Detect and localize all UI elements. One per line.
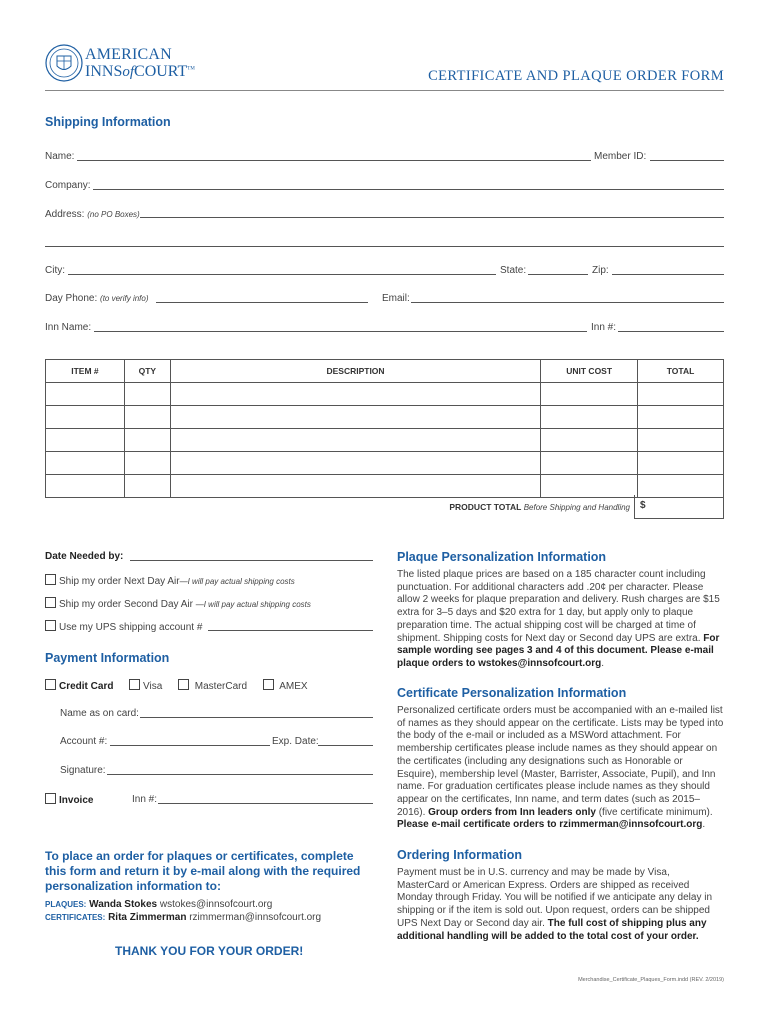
plaques-email-link[interactable]: wstokes@innsofcourt.org	[159, 899, 273, 910]
items-table	[45, 359, 724, 498]
name-field[interactable]	[77, 160, 591, 161]
name-label: Name:	[45, 151, 75, 162]
account-label: Account #:	[60, 736, 108, 747]
plaque-orders-email-link[interactable]: Please e-mail plaque orders to wstokes@innsofcourt.org	[397, 645, 714, 669]
day-phone-field[interactable]	[156, 302, 368, 303]
second-day-checkbox[interactable]	[45, 597, 56, 608]
ordering-heading: Ordering Information	[397, 848, 522, 862]
exp-date-field[interactable]	[318, 745, 373, 746]
member-id-label: Member ID:	[594, 151, 647, 162]
table-row	[46, 383, 724, 406]
invoice-inn-field[interactable]	[158, 803, 373, 804]
order-instructions: To place an order for plaques or certificates, complete this form and return it by e-mail along with the required personalization information to:	[45, 849, 361, 893]
company-label: Company:	[45, 180, 91, 191]
email-field[interactable]	[411, 302, 724, 303]
col-description: DESCRIPTION	[170, 360, 540, 383]
inn-name-label: Inn Name:	[45, 322, 92, 333]
plaque-personalization-heading: Plaque Personalization Information	[397, 550, 607, 564]
inn-number-label: Inn #:	[591, 322, 617, 333]
name-on-card-label: Name as on card:	[60, 708, 139, 719]
next-day-option[interactable]: Ship my order Next Day Air—I will pay actual shipping costs	[45, 574, 295, 587]
visa-checkbox[interactable]	[129, 679, 140, 690]
credit-card-checkbox[interactable]	[45, 679, 56, 690]
address-field[interactable]	[140, 217, 724, 218]
address-field-2[interactable]	[45, 246, 724, 247]
date-needed-label: Date Needed by:	[45, 551, 124, 562]
col-unit-cost: UNIT COST	[541, 360, 638, 383]
thank-you: THANK YOU FOR YOUR ORDER!	[115, 944, 304, 958]
form-title: CERTIFICATE AND PLAQUE ORDER FORM	[428, 68, 724, 84]
city-field[interactable]	[68, 274, 496, 275]
col-qty: QTY	[124, 360, 170, 383]
mastercard-option[interactable]: MasterCard	[178, 679, 247, 692]
member-id-field[interactable]	[650, 160, 724, 161]
second-day-option[interactable]: Ship my order Second Day Air —I will pay actual shipping costs	[45, 597, 311, 610]
shipping-heading: Shipping Information	[45, 115, 171, 129]
signature-field[interactable]	[107, 774, 373, 775]
company-field[interactable]	[93, 189, 724, 190]
plaques-contact: PLAQUES: Wanda Stokes wstokes@innsofcourt.org	[45, 899, 273, 910]
credit-card-option[interactable]: Credit Card	[45, 679, 113, 692]
exp-date-label: Exp. Date:	[272, 736, 319, 747]
state-label: State:	[500, 265, 527, 276]
certificates-contact: CERTIFICATES: Rita Zimmerman rzimmerman@innsofcourt.org	[45, 912, 322, 923]
table-row	[46, 452, 724, 475]
next-day-checkbox[interactable]	[45, 574, 56, 585]
product-total-label: PRODUCT TOTAL Before Shipping and Handling	[449, 502, 630, 512]
email-label: Email:	[382, 293, 410, 304]
invoice-option[interactable]: Invoice	[45, 793, 93, 806]
plaque-personalization-text: The listed plaque prices are based on a 185 character count including punctuation. For additional characters add .20¢ per character. Please allow 2 weeks for plaque preparation and delivery. Rush charges are $15 extra for 3–5 days and $20 extra for 1 day, but apply only to plaque preparation time. The actual shipping cost will be charged at time of shipment. Shipping costs for Next day or Second day UPS are extra. For sample wording see pages 3 and 4 of this document. Please e-mail plaque orders to wstokes@innsofcourt.org.	[397, 569, 720, 669]
payment-heading: Payment Information	[45, 651, 170, 665]
signature-label: Signature:	[60, 765, 106, 776]
day-phone-label: Day Phone: (to verify info)	[45, 293, 149, 304]
ups-account-option[interactable]: Use my UPS shipping account #	[45, 620, 202, 633]
amex-option[interactable]: AMEX	[263, 679, 308, 692]
ups-checkbox[interactable]	[45, 620, 56, 631]
table-row	[46, 429, 724, 452]
title-rule	[45, 90, 724, 91]
state-field[interactable]	[528, 274, 588, 275]
product-total-field[interactable]	[634, 495, 724, 519]
certificate-orders-email-link[interactable]: Please e-mail certificate orders to rzimmerman@innsofcourt.org	[397, 819, 703, 831]
footer-filename: Merchandise_Certificate_Plaques_Form.indd (REV. 2/2019)	[578, 977, 724, 983]
account-field[interactable]	[110, 745, 270, 746]
table-row	[46, 406, 724, 429]
dollar-sign: $	[640, 500, 646, 511]
inn-name-field[interactable]	[94, 331, 587, 332]
invoice-checkbox[interactable]	[45, 793, 56, 804]
name-on-card-field[interactable]	[140, 717, 373, 718]
ordering-text: Payment must be in U.S. currency and may be made by Visa, MasterCard or American Express. Orders are shipped as received Monday through Friday. You will be notified if we anticipate any delay in shipping or if the item is sold out. Upon request, orders can be shipped UPS Next Day or Second day air. The full cost of shipping plus any additional handling will be added to the total cost of your order.	[397, 867, 713, 942]
col-total: TOTAL	[638, 360, 724, 383]
zip-field[interactable]	[612, 274, 724, 275]
certificate-personalization-text: Personalized certificate orders must be accompanied with an e-mailed list of names as they should appear on the certificate. Lists may be typed into the body of the e-mail or included as a MSWord attachment. For membership certificates please include names as they should appear on the certificates (including any designations such as Honorable or Esquire), membership level (Master, Barrister, Associate, Pupil), and Inn name. For graduation certificates please include names as they should appear on the certificates, Inn name, and term dates (such as 2015–2016). Group orders from Inn leaders only (five certificate minimum). Please e-mail certificate orders to rzimmerman@innsofcourt.org.	[397, 705, 724, 831]
amex-checkbox[interactable]	[263, 679, 274, 690]
date-needed-field[interactable]	[130, 560, 373, 561]
ups-account-field[interactable]	[208, 630, 373, 631]
visa-option[interactable]: Visa	[129, 679, 162, 692]
certificate-personalization-heading: Certificate Personalization Information	[397, 686, 627, 700]
inn-number-field[interactable]	[618, 331, 724, 332]
logo-line2: INNSofCOURT™	[85, 63, 195, 80]
inns-of-court-seal-icon	[45, 44, 83, 82]
address-label: Address: (no PO Boxes)	[45, 209, 140, 220]
product-total-divider	[634, 495, 635, 519]
table-row	[46, 475, 724, 498]
logo	[45, 44, 195, 86]
certificates-email-link[interactable]: rzimmerman@innsofcourt.org	[189, 912, 322, 923]
city-label: City:	[45, 265, 65, 276]
table-header-row	[46, 360, 724, 383]
zip-label: Zip:	[592, 265, 609, 276]
invoice-inn-label: Inn #:	[132, 794, 158, 805]
mastercard-checkbox[interactable]	[178, 679, 189, 690]
logo-line1: AMERICAN	[85, 46, 172, 63]
col-item: ITEM #	[46, 360, 125, 383]
